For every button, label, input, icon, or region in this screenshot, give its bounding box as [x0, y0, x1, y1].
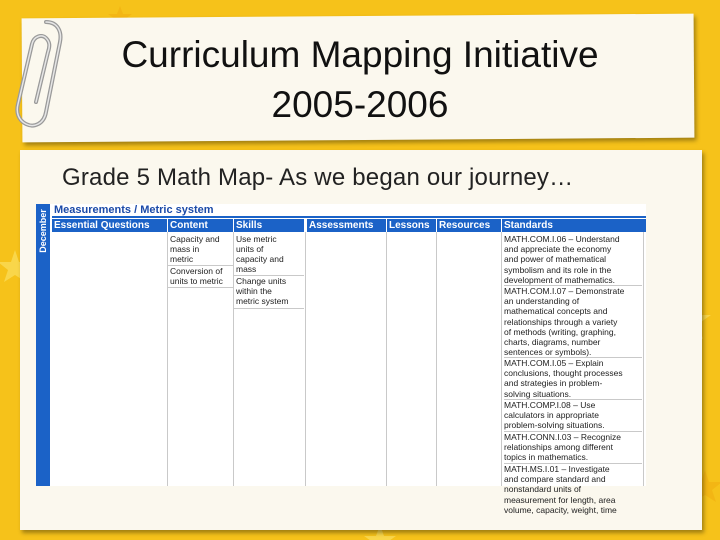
standard-item: MATH.COM.I.05 – Explain conclusions, thought processes and strategies in problem- solving situations.	[504, 358, 623, 399]
title-rule	[52, 216, 646, 218]
curriculum-map-table	[36, 204, 646, 515]
column-divider	[386, 232, 387, 486]
cell-divider	[168, 287, 234, 288]
header-assessments: Assessments	[307, 219, 386, 232]
standard-item: MATH.COM.I.06 – Understand and appreciate the economy and power of mathematical symbolism and its role in the development of mathematics.	[504, 234, 620, 285]
header-content: Content	[168, 219, 233, 232]
column-divider	[501, 232, 502, 486]
cell-divider	[234, 308, 304, 309]
slide-title	[60, 30, 660, 130]
standard-item: MATH.CONN.I.03 – Recognize relationships among different topics in mathematics.	[504, 432, 621, 463]
header-resources: Resources	[437, 219, 501, 232]
title-line-1: Curriculum Mapping Initiative	[121, 34, 599, 75]
content-cell: Capacity and mass in metric	[170, 234, 220, 264]
skills-cell: Change units within the metric system	[236, 276, 289, 306]
standard-item: MATH.MS.I.01 – Investigate and compare standard and nonstandard units of measurement for length, area volume, capacity, weight, time	[504, 464, 617, 515]
skills-cell: Use metric units of capacity and mass	[236, 234, 284, 274]
month-bar	[36, 204, 50, 486]
paper-clip-icon	[10, 14, 70, 134]
standard-item: MATH.COM.I.07 – Demonstrate an understanding of mathematical concepts and relationships through a variety of methods (writing, graphing, charts, diagrams, number sentences or symbols).	[504, 286, 625, 358]
column-divider	[436, 232, 437, 486]
content-cell: Conversion of units to metric	[170, 266, 223, 286]
unit-title: Measurements / Metric system	[54, 204, 214, 216]
header-standards: Standards	[502, 219, 646, 232]
standard-item: MATH.COMP.I.08 – Use calculators in appropriate problem-solving situations.	[504, 400, 605, 431]
title-line-2: 2005-2006	[271, 84, 449, 125]
column-divider	[305, 232, 306, 486]
month-label: December	[38, 209, 48, 253]
column-divider	[167, 232, 168, 486]
header-lessons: Lessons	[387, 219, 436, 232]
header-skills: Skills	[234, 219, 304, 232]
header-essential-questions: Essential Questions	[52, 219, 167, 232]
slide-subtitle: Grade 5 Math Map- As we began our journey…	[62, 164, 574, 191]
